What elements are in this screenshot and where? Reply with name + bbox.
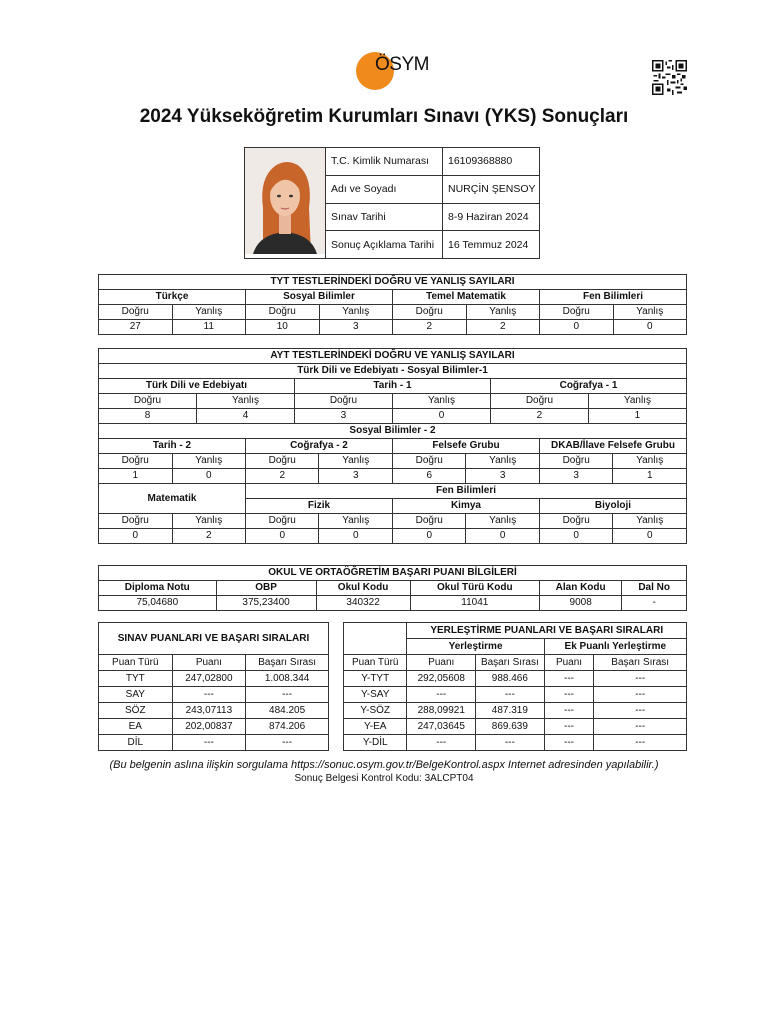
info-value: 8-9 Haziran 2024 [443, 203, 540, 231]
yanlis-value: 3 [319, 320, 393, 335]
table-cell: 243,07113 [172, 703, 246, 719]
yanlis-value: 2 [466, 320, 540, 335]
table-cell: --- [594, 735, 687, 751]
subject-name: Coğrafya - 1 [490, 379, 686, 394]
dogru-header: Doğru [540, 305, 614, 320]
yanlis-value: 4 [197, 409, 295, 424]
table-cell: DİL [99, 735, 173, 751]
okul-value: 11041 [410, 596, 539, 611]
page-title: 2024 Yükseköğretim Kurumları Sınavı (YKS) Sonuçları [139, 106, 629, 127]
yanlis-header: Yanlış [172, 454, 245, 469]
table-cell: Y-TYT [344, 671, 407, 687]
yanlis-value: 0 [392, 409, 490, 424]
table-cell: --- [476, 735, 545, 751]
info-label: Sonuç Açıklama Tarihi [326, 231, 443, 259]
dogru-header: Doğru [99, 394, 197, 409]
okul-header: Dal No [622, 581, 687, 596]
info-value: NURÇİN ŞENSOY [443, 175, 540, 203]
dogru-header: Doğru [294, 394, 392, 409]
sinav-header: Puan Türü [99, 655, 173, 671]
table-cell: TYT [99, 671, 173, 687]
subject-name: Felsefe Grubu [392, 439, 539, 454]
table-cell: --- [594, 703, 687, 719]
qr-code-icon [652, 60, 687, 95]
table-cell: 487.319 [476, 703, 545, 719]
fen-title: Fen Bilimleri [245, 484, 686, 499]
candidate-photo [245, 148, 325, 254]
dogru-value: 3 [294, 409, 392, 424]
yanlis-header: Yanlış [466, 454, 539, 469]
subject-name: Coğrafya - 2 [245, 439, 392, 454]
okul-header: Okul Kodu [316, 581, 410, 596]
dogru-value: 0 [245, 529, 318, 544]
yanlis-value: 1 [588, 409, 686, 424]
table-cell: --- [594, 671, 687, 687]
okul-value: 340322 [316, 596, 410, 611]
table-cell: 874.206 [246, 719, 329, 735]
yerlestirme-header: Başarı Sırası [594, 655, 687, 671]
yanlis-value: 0 [613, 529, 687, 544]
table-cell: --- [594, 719, 687, 735]
dogru-value: 2 [490, 409, 588, 424]
dogru-header: Doğru [393, 305, 467, 320]
dogru-value: 0 [99, 529, 173, 544]
info-label: T.C. Kimlik Numarası [326, 148, 443, 176]
dogru-header: Doğru [99, 514, 173, 529]
okul-value: 9008 [539, 596, 621, 611]
subject-name: Kimya [392, 499, 539, 514]
yerlestirme-header: Başarı Sırası [476, 655, 545, 671]
table-cell: --- [544, 687, 594, 703]
okul-header: OBP [216, 581, 316, 596]
yanlis-value: 2 [172, 529, 245, 544]
okul-table [98, 565, 687, 611]
yanlis-header: Yanlış [319, 305, 393, 320]
subject-name: Matematik [99, 484, 246, 514]
yerlestirme-header: Puanı [544, 655, 594, 671]
table-cell: --- [544, 671, 594, 687]
table-cell: --- [476, 687, 545, 703]
dogru-header: Doğru [392, 514, 466, 529]
okul-value: - [622, 596, 687, 611]
table-cell: 247,03645 [407, 719, 476, 735]
tyt-title: TYT TESTLERİNDEKİ DOĞRU VE YANLIŞ SAYILARI [99, 275, 687, 290]
table-cell: --- [407, 735, 476, 751]
dogru-value: 3 [539, 469, 612, 484]
okul-value: 75,04680 [99, 596, 217, 611]
table-cell: Y-SÖZ [344, 703, 407, 719]
dogru-value: 1 [99, 469, 173, 484]
yanlis-header: Yanlış [172, 514, 245, 529]
subject-name: Türkçe [99, 290, 246, 305]
yanlis-header: Yanlış [392, 394, 490, 409]
yanlis-value: 3 [466, 469, 539, 484]
info-value: 16109368880 [443, 148, 540, 176]
subject-name: Fen Bilimleri [540, 290, 687, 305]
photo-cell [245, 148, 326, 259]
subject-name: Sosyal Bilimler [246, 290, 393, 305]
table-cell: 288,09921 [407, 703, 476, 719]
yerlestirme-sub: Yerleştirme [407, 639, 544, 655]
dogru-header: Doğru [490, 394, 588, 409]
sinav-title: SINAV PUANLARI VE BAŞARI SIRALARI [99, 623, 329, 655]
table-cell: 247,02800 [172, 671, 246, 687]
yanlis-value: 0 [319, 529, 393, 544]
yerlestirme-header: Puanı [407, 655, 476, 671]
table-cell: --- [172, 687, 246, 703]
okul-header: Diploma Notu [99, 581, 217, 596]
ayt-group2-title: Sosyal Bilimler - 2 [99, 424, 687, 439]
table-cell: --- [544, 719, 594, 735]
dogru-value: 2 [245, 469, 318, 484]
dogru-header: Doğru [246, 305, 320, 320]
yanlis-header: Yanlış [172, 305, 246, 320]
subject-name: Temel Matematik [393, 290, 540, 305]
table-cell: --- [407, 687, 476, 703]
info-label: Sınav Tarihi [326, 203, 443, 231]
subject-name: DKAB/İlave Felsefe Grubu [539, 439, 686, 454]
dogru-value: 0 [539, 529, 612, 544]
ayt-table [98, 348, 687, 544]
yerlestirme-table [343, 622, 687, 751]
table-cell: 484.205 [246, 703, 329, 719]
dogru-header: Doğru [245, 514, 318, 529]
dogru-value: 0 [540, 320, 614, 335]
control-code: Sonuç Belgesi Kontrol Kodu: 3ALCPT04 [294, 773, 474, 784]
empty-corner [344, 623, 407, 655]
dogru-header: Doğru [392, 454, 466, 469]
yanlis-value: 0 [613, 320, 687, 335]
ek-puanli-sub: Ek Puanlı Yerleştirme [544, 639, 686, 655]
dogru-value: 0 [392, 529, 466, 544]
dogru-header: Doğru [539, 514, 612, 529]
yerlestirme-title: YERLEŞTİRME PUANLARI VE BAŞARI SIRALARI [407, 623, 687, 639]
subject-name: Türk Dili ve Edebiyatı [99, 379, 295, 394]
dogru-value: 2 [393, 320, 467, 335]
table-cell: SÖZ [99, 703, 173, 719]
table-cell: 869.639 [476, 719, 545, 735]
yanlis-value: 3 [319, 469, 393, 484]
tyt-table [98, 274, 687, 335]
okul-header: Okul Türü Kodu [410, 581, 539, 596]
table-cell: EA [99, 719, 173, 735]
subject-name: Biyoloji [539, 499, 686, 514]
okul-header: Alan Kodu [539, 581, 621, 596]
okul-value: 375,23400 [216, 596, 316, 611]
yanlis-header: Yanlış [613, 514, 687, 529]
yanlis-value: 11 [172, 320, 246, 335]
ayt-title: AYT TESTLERİNDEKİ DOĞRU VE YANLIŞ SAYILARI [99, 349, 687, 364]
yanlis-header: Yanlış [197, 394, 295, 409]
subject-name: Tarih - 2 [99, 439, 246, 454]
table-cell: SAY [99, 687, 173, 703]
candidate-info-table [244, 147, 540, 259]
dogru-header: Doğru [99, 305, 173, 320]
sinav-header: Başarı Sırası [246, 655, 329, 671]
yanlis-header: Yanlış [319, 514, 393, 529]
table-cell: Y-SAY [344, 687, 407, 703]
yanlis-header: Yanlış [319, 454, 393, 469]
table-cell: 988.466 [476, 671, 545, 687]
table-cell: --- [594, 687, 687, 703]
dogru-value: 8 [99, 409, 197, 424]
ayt-group1-title: Türk Dili ve Edebiyatı - Sosyal Bilimler-1 [99, 364, 687, 379]
yerlestirme-header: Puan Türü [344, 655, 407, 671]
table-cell: --- [246, 735, 329, 751]
dogru-header: Doğru [245, 454, 318, 469]
yanlis-value: 0 [466, 529, 539, 544]
yanlis-value: 0 [172, 469, 245, 484]
table-cell: 202,00837 [172, 719, 246, 735]
okul-title: OKUL VE ORTAÖĞRETİM BAŞARI PUANI BİLGİLERİ [99, 566, 687, 581]
verification-note: (Bu belgenin aslına ilişkin sorgulama https://sonuc.osym.gov.tr/BelgeKontrol.aspx Internet adresinden yapılabilir.) [109, 759, 659, 771]
yanlis-header: Yanlış [613, 454, 687, 469]
info-label: Adı ve Soyadı [326, 175, 443, 203]
dogru-value: 6 [392, 469, 466, 484]
osym-logo [356, 50, 446, 92]
table-cell: --- [544, 735, 594, 751]
table-cell: Y-DİL [344, 735, 407, 751]
sinav-header: Puanı [172, 655, 246, 671]
dogru-header: Doğru [539, 454, 612, 469]
dogru-header: Doğru [99, 454, 173, 469]
yanlis-header: Yanlış [466, 305, 540, 320]
table-cell: Y-EA [344, 719, 407, 735]
yanlis-header: Yanlış [588, 394, 686, 409]
table-cell: 1.008.344 [246, 671, 329, 687]
subject-name: Fizik [245, 499, 392, 514]
dogru-value: 27 [99, 320, 173, 335]
table-cell: --- [246, 687, 329, 703]
yanlis-value: 1 [613, 469, 687, 484]
dogru-value: 10 [246, 320, 320, 335]
subject-name: Tarih - 1 [294, 379, 490, 394]
yanlis-header: Yanlış [613, 305, 687, 320]
table-cell: --- [544, 703, 594, 719]
yanlis-header: Yanlış [466, 514, 539, 529]
table-cell: 292,05608 [407, 671, 476, 687]
table-cell: --- [172, 735, 246, 751]
logo-text: ÖSYM [375, 54, 429, 75]
sinav-puanlari-table [98, 622, 329, 751]
info-value: 16 Temmuz 2024 [443, 231, 540, 259]
